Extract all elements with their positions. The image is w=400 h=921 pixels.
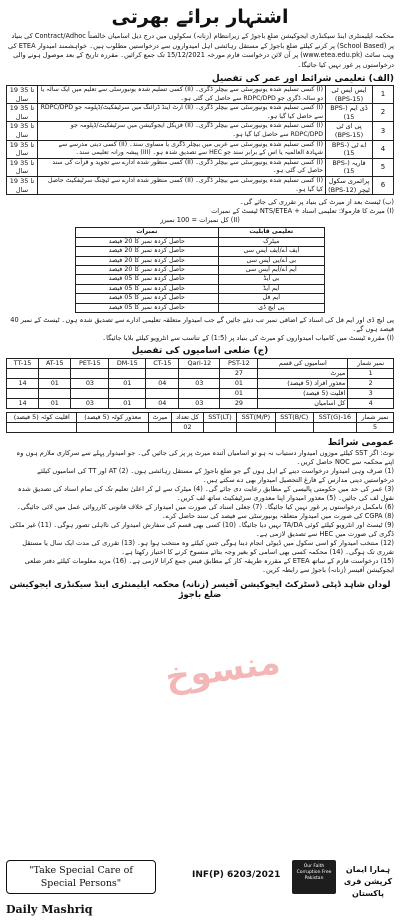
district-cell: میرٹ — [258, 368, 348, 378]
posts-table — [6, 85, 394, 195]
district-cell: 03 — [71, 378, 109, 388]
general-conditions — [6, 449, 394, 575]
district-cell — [39, 388, 71, 398]
sst-header-cell: SST(G)-16 — [313, 412, 356, 422]
district-cell — [109, 388, 146, 398]
post-qualification: (I) کسی تسلیم شدہ یونیورسٹی سے بیچلر ڈگری۔ (II) آرٹ اینڈ ڈرائنگ میں سرٹیفکیٹ/ڈپلومہ جو RDPC/DPD سے حاصل کیا گیا ہو۔ — [38, 104, 326, 122]
qualification-cell: ایم فل — [218, 294, 324, 303]
qualification-cell: میٹرک — [218, 237, 324, 246]
sst-header-cell: SST(B/C) — [275, 412, 313, 422]
condition-paragraph: (12) منتخب امیدوار کو اسی سکول میں ڈیوٹی انجام دینا ہوگی جس کیلئے وہ منتخب ہوا ہو۔ (13) تقرری کی مدت ایک سال یا مستقل تقرری تک ہوگی۔ (14) محکمہ کسی بھی اسامی کو بغیر وجہ بتائے منسوخ کرنے کا اختیار رکھتا ہے۔ — [22, 538, 394, 556]
qualification-cell: ایم ایڈ — [218, 284, 324, 293]
marks-cell: حاصل کردہ نمبر کا 20 فیصد — [76, 265, 219, 274]
district-header-cell: TT-15 — [7, 358, 39, 368]
post-number: 6 — [373, 176, 394, 194]
marks-cell: حاصل کردہ نمبر کا 05 فیصد — [76, 284, 219, 293]
sst-cell — [236, 422, 275, 432]
district-row — [7, 378, 394, 388]
etea-url[interactable]: www.etea.edu.pk — [302, 51, 360, 59]
special-line-1: "Take Special Care of — [29, 865, 133, 876]
post-qualification: (I) کسی تسلیم شدہ یونیورسٹی سے بیچلر ڈگری۔ (II) کسی تسلیم شدہ یونیورسٹی سے تعلیم میں ایک سالہ یا دو سالہ ڈگری جو RDPC/DPD سے حاصل کی گئی ہو۔ — [38, 86, 326, 104]
condition-paragraph: (15) درخواست فارم کے ساتھ ETEA کے مقررہ طریقہ کار کے مطابق فیس جمع کرانا لازمی ہے۔ (16) مزید معلومات کیلئے دفتر ضلعی ایجوکیشن آفیسر (زنانہ) باجوڑ سے رابطہ کریں۔ — [24, 556, 394, 574]
post-row — [7, 86, 394, 104]
district-header-cell: PST-12 — [220, 358, 258, 368]
marks-row — [76, 303, 325, 312]
district-cell: 14 — [7, 398, 39, 408]
condition-paragraph: (6) نامکمل درخواستوں پر غور نہیں کیا جائیگا۔ (7) جعلی اسناد کی صورت میں امیدوار کے خلاف قانونی کارروائی عمل میں لائی جائیگی۔ (8) CGPA کی صورت میں امیدوار متعلقہ یونیورسٹی سے فیصد کی سند حاصل کرے۔ — [16, 502, 394, 520]
merit-total: (II) کل نمبرات = 100 نمبرز — [160, 216, 240, 225]
district-cell — [146, 388, 179, 398]
sst-cell: 02 — [171, 422, 203, 432]
marks-cell: حاصل کردہ نمبر کا 05 فیصد — [76, 275, 219, 284]
marks-row — [76, 284, 325, 293]
district-cell — [146, 368, 179, 378]
district-cell: 01 — [220, 388, 258, 398]
marks-cell: حاصل کردہ نمبر کا 05 فیصد — [76, 294, 219, 303]
district-header-cell: DM-15 — [109, 358, 146, 368]
district-cell — [179, 388, 220, 398]
post-qualification: (I) کسی تسلیم شدہ یونیورسٹی سے بیچلر ڈگری۔ (II) فزیکل ایجوکیشن میں سرٹیفکیٹ/ڈپلومہ جو RDPC/DPD سے حاصل کیا گیا ہو۔ — [38, 122, 326, 140]
post-name: اے ٹی (BPS-15) — [326, 140, 373, 158]
district-cell — [39, 368, 71, 378]
district-cell: 2 — [348, 378, 394, 388]
sst-cell — [77, 422, 149, 432]
sst-row — [7, 422, 394, 432]
inf-code: INF(P) 6203/2021 — [192, 870, 281, 880]
district-cell: 01 — [39, 398, 71, 408]
qualification-cell: بی اے/بی ایس سی — [218, 256, 324, 265]
post-age-limit: 19 تا 35 سال — [7, 176, 38, 194]
post-number: 3 — [373, 122, 394, 140]
logo-caption: ہمارا ایمان کرپشن فری پاکستان — [343, 865, 393, 898]
district-cell: 01 — [220, 378, 258, 388]
district-row — [7, 368, 394, 378]
district-cell: 03 — [179, 378, 220, 388]
post-age-limit: 19 تا 35 سال — [7, 140, 38, 158]
district-cell: 3 — [348, 388, 394, 398]
newspaper-name: Daily Mashriq — [6, 902, 116, 918]
district-posts-table — [6, 358, 394, 409]
district-header-cell: اسامیوں کی قسم — [258, 358, 348, 368]
sst-cell — [7, 422, 77, 432]
marks-header-qualification: تعلیمی قابلیت — [218, 228, 324, 238]
footer-row — [0, 860, 400, 900]
marks-header-marks: نمبرات — [76, 228, 219, 238]
district-header-cell: نمبر شمار — [348, 358, 394, 368]
post-age-limit: 19 تا 35 سال — [7, 104, 38, 122]
district-header-cell: AT-15 — [39, 358, 71, 368]
intro-paragraph: محکمہ ایلیمنٹری اینڈ سیکنڈری ایجوکیشن ضلع باجوڑ کے زیرانتظام (زنانہ) سکولوں میں درج ذیل اسامیاں خالصتاً Contract/Adhoc کی بنیاد پر (School Based) پر کرنے کیلئے ضلع باجوڑ کے مستقل رہائشی اہل امیدواروں سے درخواستیں مطلوب ہیں۔ خواہشمند امیدوار ETEA کی ویب سائٹ (www.etea.edu.pk) پر آن لائن درخواست فارم مورخہ 15/12/2021 تک جمع کرائیں۔ مقررہ تاریخ کے بعد موصول ہونے والی درخواستوں پر غور نہیں کیا جائیگا۔ — [7, 32, 394, 69]
district-cell — [7, 388, 39, 398]
post-number: 2 — [373, 104, 394, 122]
post-name: پرائمری سکول ٹیچر (BPS-12) — [326, 176, 373, 194]
district-cell: 27 — [220, 368, 258, 378]
post-name: پی ای ٹی (BPS-15) — [326, 122, 373, 140]
sst-cell: 5 — [356, 422, 393, 432]
sst-cell — [313, 422, 356, 432]
post-name: ایس ایس ٹی (BPS-15) — [326, 86, 373, 104]
district-cell: معذور افراد (5 فیصد) — [258, 378, 348, 388]
sst-header-cell: نمبر شمار — [356, 412, 393, 422]
post-qualification: (I) کسی تسلیم شدہ یونیورسٹی سے بیچلر ڈگری۔ (II) کسی منظور شدہ ادارے سے ٹیچنگ سرٹیفکیٹ حاصل کیا گیا ہو۔ — [38, 176, 326, 194]
post-row — [7, 140, 394, 158]
intro-text-b: پر آن لائن درخواست فارم مورخہ 15/12/2021 تک جمع کرائیں۔ مقررہ تاریخ کے بعد موصول ہونے والی درخواستوں پر غور نہیں کیا جائیگا۔ — [13, 51, 394, 69]
anti-corruption-logo: Our Faith Corruption Free Pakistan — [292, 860, 336, 894]
ad-title: اشتہار برائے بھرتی — [111, 6, 289, 28]
district-cell: 03 — [179, 398, 220, 408]
section-b-heading: (ب) ٹیسٹ بعد از میرٹ کی بنیاد پر تقرری کی جائے گی۔ — [239, 198, 394, 207]
special-line-2: Special Persons" — [40, 878, 122, 889]
condition-paragraph: نوٹ: اگر SST کیلئے موزوں امیدوار دستیاب نہ ہو تو اسامیاں آئندہ میرٹ پر پر کی جائیں گی۔ جو امیدوار پہلے سے سرکاری ملازم ہوں وہ اپنے محکمہ سے NOC حاصل کریں۔ — [16, 448, 394, 466]
district-header-cell: PET-15 — [71, 358, 109, 368]
marks-cell: حاصل کردہ نمبر کا 05 فیصد — [76, 303, 219, 312]
post-number: 1 — [373, 86, 394, 104]
post-row — [7, 104, 394, 122]
merit-formula: (I) میرٹ کا فارمولا: تعلیمی اسناد + NTS/ETEA ٹیسٹ کے نمبرات — [211, 207, 394, 216]
qualification-cell: بی ایڈ — [218, 275, 324, 284]
district-cell — [179, 368, 220, 378]
post-age-limit: 19 تا 35 سال — [7, 86, 38, 104]
post-name: ڈی ایم (BPS-15) — [326, 104, 373, 122]
district-cell: 29 — [220, 398, 258, 408]
district-cell: 14 — [7, 378, 39, 388]
marks-row — [76, 265, 325, 274]
special-persons-box — [6, 860, 156, 894]
intro-text-a: محکمہ ایلیمنٹری اینڈ سیکنڈری ایجوکیشن ضلع باجوڑ کے زیرانتظام (زنانہ) سکولوں میں درج ذیل اسامیاں خالصتاً Contract/Adhoc کی بنیاد پر (School Based) پر کرنے کیلئے ضلع باجوڑ کے مستقل رہائشی اہل امیدواروں سے درخواستیں مطلوب ہیں۔ خواہشمند امیدوار ETEA کی ویب سائٹ — [7, 32, 394, 59]
qualification-cell: ایف اے/ایف ایس سی — [218, 247, 324, 256]
post-number: 4 — [373, 140, 394, 158]
district-cell: 04 — [146, 398, 179, 408]
condition-paragraph: (9) ٹیسٹ اور انٹرویو کیلئے کوئی TA/DA نہیں دیا جائیگا۔ (10) کسی بھی قسم کی سفارش امیدوار کی نااہلی تصور ہوگی۔ (11) غیر ملکی ڈگری کی صورت میں HEC سے تصدیق لازمی ہے۔ — [9, 520, 394, 538]
post-qualification: (I) کسی تسلیم شدہ یونیورسٹی سے بیچلر ڈگری۔ (II) کسی منظور شدہ ادارے سے تجوید و قرأت کی سند حاصل کی گئی ہو۔ — [38, 158, 326, 176]
sst-cell — [148, 422, 171, 432]
post-number: 5 — [373, 158, 394, 176]
post-row — [7, 176, 394, 194]
condition-paragraph: (1) صرف وہی امیدوار درخواست دینے کے اہل ہوں گے جو ضلع باجوڑ کے مستقل رہائشی ہوں۔ (2) AT اور TT کی اسامیوں کیلئے درخواستیں دینی مدارس کے فارغ التحصیل امیدوار بھی دے سکتے ہیں۔ — [37, 466, 394, 484]
sst-header-cell: SST(LT) — [203, 412, 236, 422]
district-cell: 04 — [146, 378, 179, 388]
post-age-limit: 19 تا 35 سال — [7, 158, 38, 176]
district-cell: 01 — [109, 378, 146, 388]
condition-paragraph: (3) عمر کی حد میں حکومتی پالیسی کے مطابق رعایت دی جائے گی۔ (4) میٹرک سے لے کر اعلیٰ تعلیم تک کی تمام اسناد کی تصدیق شدہ نقول لف کی جائیں۔ (5) معذور امیدوار اپنا معذوری سرٹیفکیٹ ساتھ لف کریں۔ — [17, 484, 394, 502]
sst-header-cell: معذور کوٹہ (5 فیصد) — [77, 412, 149, 422]
marks-note: پی ایچ ڈی اور ایم فل کی اسناد کے اضافی نمبر تب دیئے جائیں گے جب امیدوار متعلقہ تعلیمی ادارے سے تصدیق شدہ ہوں۔ ٹیسٹ کے نمبر 40 فیصد ہوں گے۔ — [10, 315, 394, 333]
district-cell: کل اسامیاں — [258, 398, 348, 408]
district-cell: 4 — [348, 398, 394, 408]
qualification-cell: پی ایچ ڈی — [218, 303, 324, 312]
district-cell: 01 — [39, 378, 71, 388]
district-header-cell: CT-15 — [146, 358, 179, 368]
district-cell — [7, 368, 39, 378]
district-posts-title: (ج) ضلعی اسامیوں کی تفصیل — [131, 345, 269, 356]
district-cell: اقلیت (5 فیصد) — [258, 388, 348, 398]
marks-note-2: (I) مقررہ ٹیسٹ میں کامیاب امیدواروں کو میرٹ کی بنیاد پر (1:5) کے تناسب سے انٹرویو کیلئے بلایا جائیگا۔ — [102, 333, 394, 342]
sst-cell — [203, 422, 236, 432]
post-row — [7, 158, 394, 176]
post-age-limit: 19 تا 35 سال — [7, 122, 38, 140]
marks-row — [76, 237, 325, 246]
district-cell — [71, 388, 109, 398]
marks-cell: حاصل کردہ نمبر کا 20 فیصد — [76, 237, 219, 246]
section-a-heading: (الف) تعلیمی شرائط اور عمر کی تفصیل — [211, 74, 394, 84]
district-cell: 01 — [109, 398, 146, 408]
district-row — [7, 388, 394, 398]
post-name: قاریہ (BPS-15) — [326, 158, 373, 176]
district-row — [7, 398, 394, 408]
general-conditions-heading: عمومی شرائط — [327, 437, 394, 448]
cancelled-stamp: منسوخ — [162, 642, 283, 698]
sst-header-cell: SST(M/P) — [236, 412, 275, 422]
sst-header-cell: اقلیت کوٹہ (5 فیصد) — [7, 412, 77, 422]
sst-cell — [275, 422, 313, 432]
district-cell — [109, 368, 146, 378]
qualification-cell: ایم اے/ایم ایس سی — [218, 265, 324, 274]
marks-table — [75, 227, 325, 313]
marks-row — [76, 294, 325, 303]
district-header-cell: Qari-12 — [179, 358, 220, 368]
district-cell: 1 — [348, 368, 394, 378]
district-cell — [71, 368, 109, 378]
sst-header-cell: میرٹ — [148, 412, 171, 422]
marks-row — [76, 247, 325, 256]
marks-row — [76, 275, 325, 284]
sst-posts-table — [6, 412, 394, 433]
marks-cell: حاصل کردہ نمبر کا 20 فیصد — [76, 247, 219, 256]
marks-row — [76, 256, 325, 265]
district-cell: 03 — [71, 398, 109, 408]
sst-header-cell: کل تعداد — [171, 412, 203, 422]
marks-cell: حاصل کردہ نمبر کا 20 فیصد — [76, 256, 219, 265]
post-row — [7, 122, 394, 140]
post-qualification: (I) کسی تسلیم شدہ یونیورسٹی سے عربی میں بیچلر ڈگری یا مساوی سند۔ (II) کسی دینی مدرسے سے شہادۃ العالمیہ یا اس کے برابر سند جو HEC سے تصدیق شدہ ہو۔ (III) پیشہ ورانہ تعلیمی سند۔ — [38, 140, 326, 158]
issuing-office: لودان شاہد ڈپٹی ڈسٹرکٹ ایجوکیشن آفیسر (زنانہ) محکمہ ایلیمنٹری اینڈ سیکنڈری ایجوکیشن ضلع باجوڑ — [9, 578, 391, 599]
